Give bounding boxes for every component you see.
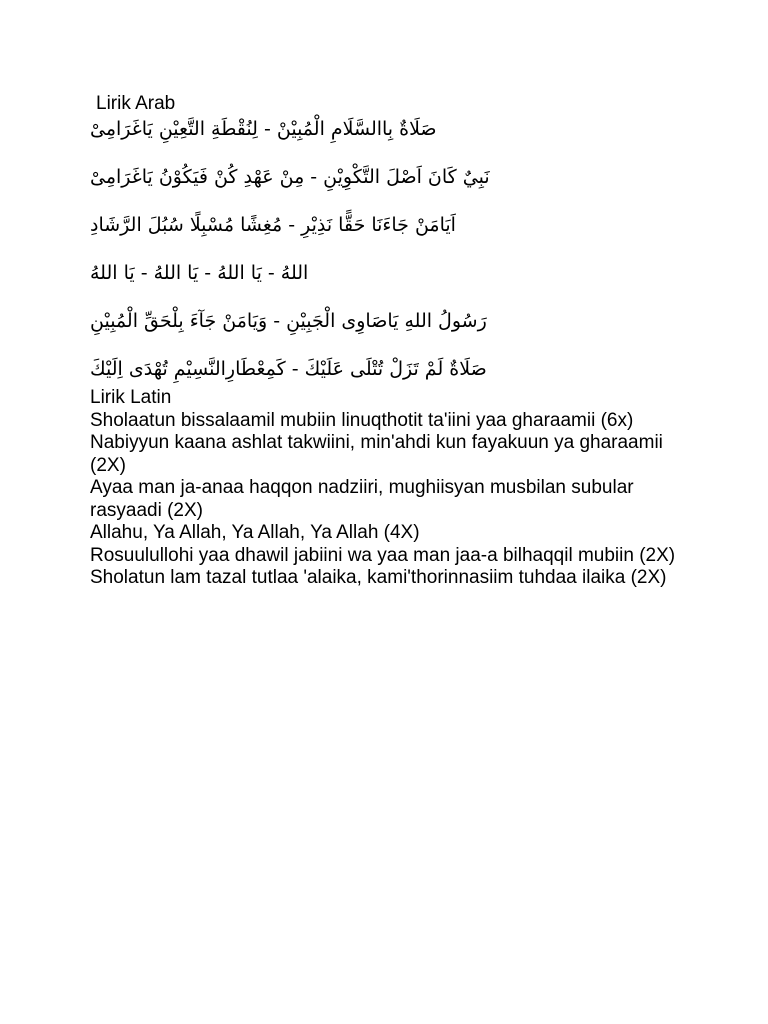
arabic-lyric-line: نَبِيٌ كَانَ اَصْلَ التَّكْوِيْنِ - مِنْ عَهْدِ كُنْ فَيَكُوْنُ يَاغَرَامِىْ	[90, 166, 490, 188]
latin-lyric-line: Nabiyyun kaana ashlat takwiini, min'ahdi kun fayakuun ya gharaamii (2X)	[90, 432, 663, 476]
latin-lyrics-block	[90, 387, 680, 590]
latin-lyric-line: Allahu, Ya Allah, Ya Allah, Ya Allah (4X)	[90, 522, 420, 543]
arabic-lyric-line: صَلَاةٌ لَمْ تَزَلْ تُتْلَى عَلَيْكَ - كَمِعْطَارِالنَّسِيْمِ تُهْدَى اِلَيْكَ	[90, 358, 487, 380]
latin-lyric-line: Sholatun lam tazal tutlaa 'alaika, kami'thorinnasiim tuhdaa ilaika (2X)	[90, 567, 667, 588]
latin-lyric-line: Rosuulullohi yaa dhawil jabiini wa yaa man jaa-a bilhaqqil mubiin (2X)	[90, 544, 676, 566]
latin-lyric-line: Ayaa man ja-anaa haqqon nadziiri, mughiisyan musbilan subular rasyaadi (2X)	[90, 477, 634, 521]
lyrics-page	[90, 92, 680, 588]
arabic-lyric-line: رَسُولُ اللهِ يَاصَاوِى الْجَبِيْنِ - وَيَامَنْ جَآءَ بِلْحَقِّ الْمُبِيْنِ	[90, 310, 487, 332]
latin-lyrics-heading: Lirik Latin	[90, 387, 172, 408]
arabic-lyric-line: اللهُ - يَا اللهُ - يَا اللهُ - يَا اللهُ	[90, 262, 309, 284]
arabic-lyric-line: اَيَامَنْ جَاءَنَا حَقًّا نَذِيْرِ - مُغِشًا مُسْبِلًا سُبُلَ الرَّشَادِ	[90, 214, 456, 236]
latin-lyric-line: Sholaatun bissalaamil mubiin linuqthotit ta'iini yaa gharaamii (6x)	[90, 409, 634, 431]
arabic-lyrics-heading: Lirik Arab	[96, 93, 176, 114]
arabic-lyric-line: صَلَاةٌ بِاالسَّلَامِ الْمُبِيْنْ - لِنُقْطَةِ التَّعِيْنِ يَاغَرَامِىْ	[90, 118, 437, 140]
arabic-lyrics-block	[90, 114, 560, 384]
